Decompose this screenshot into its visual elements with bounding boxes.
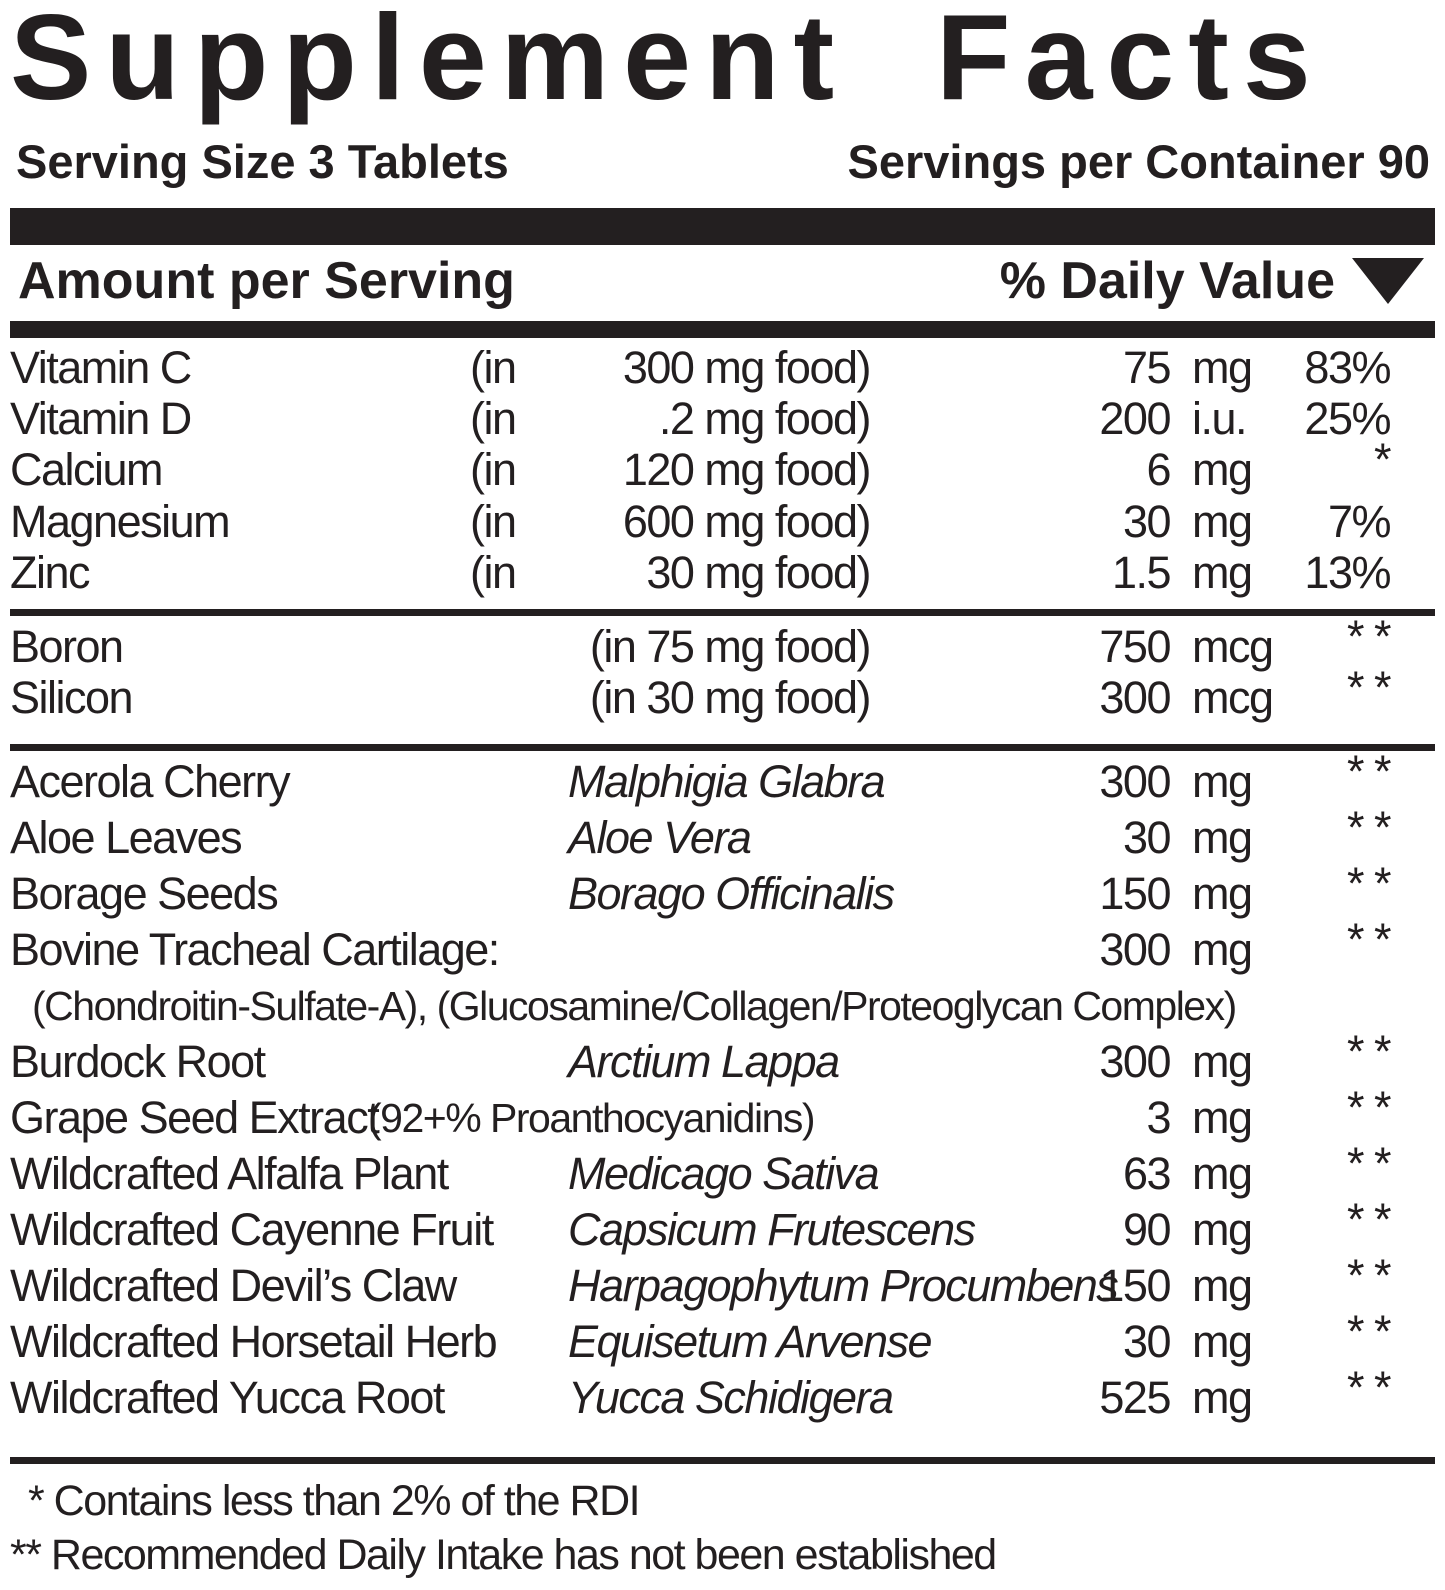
amount-unit: mg [1192,1372,1252,1423]
herb-name: Acerola Cherry [10,756,290,807]
herb-name: Aloe Leaves [10,812,242,863]
amount-unit: mg [1192,812,1252,863]
latin-name: Aloe Vera [568,812,751,863]
herb-name: Bovine Tracheal Cartilage: [10,924,499,975]
amount-value: 750 [1099,621,1170,672]
amount-unit: mg [1192,547,1252,598]
herb-row-alfalfa-plant [10,1138,1435,1202]
amount-unit: mg [1192,342,1252,393]
amount-value: 30 [1122,1316,1170,1367]
daily-value-asterisk: * [1373,434,1390,485]
amount-value: 150 [1099,868,1170,919]
latin-name: Arctium Lappa [568,1036,839,1087]
herb-name: Wildcrafted Cayenne Fruit [10,1204,493,1255]
daily-value-percent: 13% [1304,547,1390,598]
latin-name: Borago Officinalis [568,868,894,919]
amount-value: 300 [1099,672,1170,723]
food-source: 120 mg food) [622,444,870,495]
daily-value-asterisks: * * [1346,611,1390,662]
section-divider [10,1457,1435,1464]
daily-value-asterisks: * * [1346,662,1390,713]
servings-per-container: Servings per Container 90 [847,135,1430,188]
daily-value-asterisks: * * [1346,1250,1390,1301]
amount-unit: mg [1192,1092,1252,1143]
amount-unit: mg [1192,1316,1252,1367]
herb-row-devils-claw [10,1250,1435,1314]
daily-value-asterisks: * * [1346,1306,1390,1357]
latin-name: Capsicum Frutescens [568,1204,975,1255]
herb-name: Burdock Root [10,1036,265,1087]
herb-row-horsetail-herb [10,1306,1435,1370]
herb-row-acerola-cherry [10,746,1435,810]
daily-value-asterisks: * * [1346,746,1390,797]
herb-name: Wildcrafted Devil’s Claw [10,1260,456,1311]
amount-unit: mg [1192,1036,1252,1087]
cartilage-component-list: (Chondroitin-Sulfate-A), (Glucosamine/Collagen/Proteoglycan Complex) [32,983,1236,1029]
amount-unit: mcg [1192,621,1273,672]
herb-name: Wildcrafted Alfalfa Plant [10,1148,448,1199]
amount-value: 1.5 [1111,547,1170,598]
nutrient-row-vitamin-d [10,391,1435,447]
serving-size: Serving Size 3 Tablets [16,135,509,188]
amount-unit: mg [1192,924,1252,975]
food-in-label: (in [470,393,516,444]
food-source: .2 mg food) [658,393,870,444]
nutrient-row-boron [10,611,1435,675]
nutrient-name: Boron [10,621,123,672]
daily-value-asterisks: * * [1346,802,1390,853]
footnote-double-asterisk: ** Recommended Daily Intake has not been established [10,1531,996,1579]
daily-value-percent: 25% [1304,393,1390,444]
daily-value-asterisks: * * [1346,914,1390,965]
amount-unit: mg [1192,1260,1252,1311]
supplement-facts-panel [10,0,1435,1590]
amount-value: 150 [1099,1260,1170,1311]
food-source: 600 mg food) [622,496,870,547]
herb-row-grape-seed-extract [10,1082,1435,1146]
nutrient-row-silicon [10,662,1435,726]
herb-name: Grape Seed Extract [10,1092,379,1143]
cartilage-components [10,978,1435,1034]
down-triangle-icon [1352,258,1424,304]
amount-value: 6 [1146,444,1170,495]
daily-value-asterisks: * * [1346,1082,1390,1133]
daily-value-asterisks: * * [1346,1362,1390,1413]
herb-name: Wildcrafted Yucca Root [10,1372,444,1423]
nutrient-name: Vitamin C [10,342,191,393]
amount-per-serving-header: Amount per Serving [18,252,515,310]
amount-unit: mg [1192,868,1252,919]
amount-value: 200 [1099,393,1170,444]
herb-name: Wildcrafted Horsetail Herb [10,1316,497,1367]
latin-name: Harpagophytum Procumbens [568,1260,1118,1311]
herb-row-aloe-leaves [10,802,1435,866]
food-source: 300 mg food) [622,342,870,393]
amount-unit: mg [1192,1148,1252,1199]
amount-value: 300 [1099,756,1170,807]
nutrient-name: Calcium [10,444,163,495]
nutrient-name: Vitamin D [10,393,191,444]
daily-value-header: % Daily Value [999,252,1335,310]
extract-note: (92+% Proanthocyanidins) [368,1095,815,1141]
amount-unit: mg [1192,756,1252,807]
amount-unit: mcg [1192,672,1273,723]
food-source: (in 30 mg food) [589,672,870,723]
nutrient-row-magnesium [10,494,1435,550]
daily-value-asterisks: * * [1346,1138,1390,1189]
amount-value: 300 [1099,1036,1170,1087]
amount-value: 30 [1122,496,1170,547]
nutrient-name: Silicon [10,672,133,723]
herb-row-cayenne-fruit [10,1194,1435,1258]
header-divider [10,321,1435,338]
section-divider [10,609,1435,616]
daily-value-percent: 83% [1304,342,1390,393]
nutrient-row-vitamin-c [10,340,1435,396]
food-in-label: (in [470,444,516,495]
daily-value-asterisks: * * [1346,858,1390,909]
latin-name: Yucca Schidigera [568,1372,893,1423]
food-source: 30 mg food) [646,547,870,598]
daily-value-asterisks: * * [1346,1026,1390,1077]
food-in-label: (in [470,342,516,393]
food-in-label: (in [470,496,516,547]
amount-value: 90 [1122,1204,1170,1255]
amount-value: 3 [1146,1092,1170,1143]
latin-name: Malphigia Glabra [568,756,885,807]
amount-value: 63 [1122,1148,1170,1199]
amount-unit: mg [1192,496,1252,547]
daily-value-asterisks: * * [1346,1194,1390,1245]
food-in-label: (in [470,547,516,598]
daily-value-percent: 7% [1327,496,1390,547]
herb-row-bovine-tracheal-cartilage [10,914,1435,978]
herb-row-yucca-root [10,1362,1435,1426]
amount-value: 30 [1122,812,1170,863]
amount-unit: mg [1192,444,1252,495]
amount-value: 300 [1099,924,1170,975]
nutrient-name: Zinc [10,547,90,598]
amount-value: 525 [1099,1372,1170,1423]
herb-row-borage-seeds [10,858,1435,922]
nutrient-row-calcium [10,434,1435,498]
amount-unit: mg [1192,1204,1252,1255]
food-source: (in 75 mg food) [589,621,870,672]
herb-name: Borage Seeds [10,868,278,919]
nutrient-name: Magnesium [10,496,230,547]
section-divider [10,744,1435,751]
footnote-single-asterisk: * Contains less than 2% of the RDI [28,1477,640,1525]
latin-name: Medicago Sativa [568,1148,879,1199]
latin-name: Equisetum Arvense [568,1316,932,1367]
amount-unit: i.u. [1192,393,1247,444]
herb-row-burdock-root [10,1026,1435,1090]
thick-divider [10,208,1435,245]
nutrient-row-zinc [10,545,1435,601]
amount-value: 75 [1122,342,1170,393]
panel-title: Supplement Facts [10,0,1325,125]
